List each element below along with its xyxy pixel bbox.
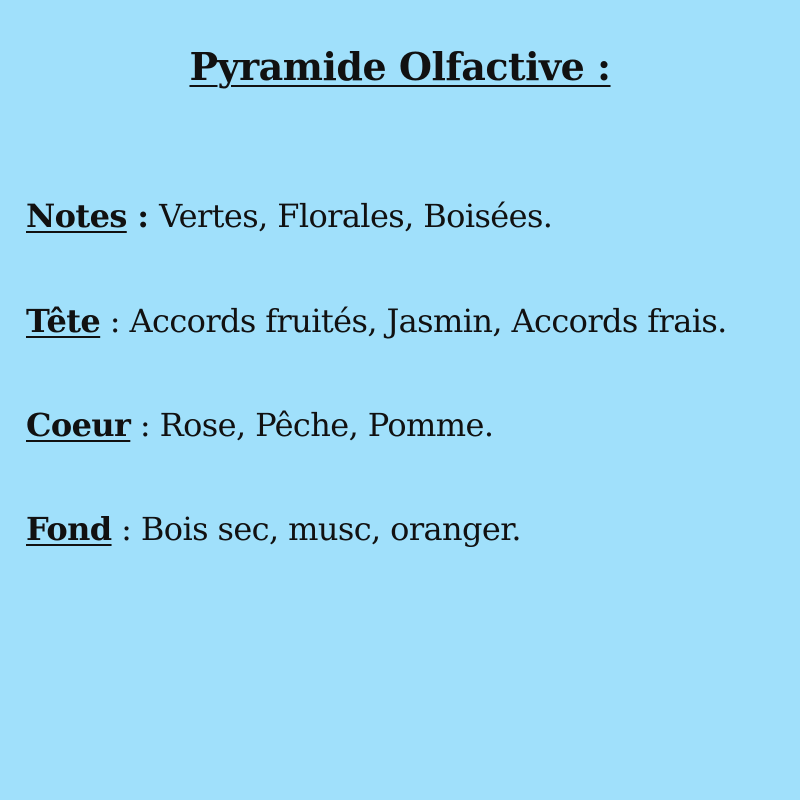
- coeur-separator: :: [130, 406, 160, 444]
- fond-label: Fond: [26, 510, 112, 548]
- notes-label: Notes: [26, 197, 127, 235]
- fond-value: Bois sec, musc, oranger.: [140, 510, 521, 548]
- fond-separator: :: [111, 510, 141, 548]
- coeur-label: Coeur: [26, 406, 131, 444]
- coeur-value: Rose, Pêche, Pomme.: [159, 406, 494, 444]
- coeur-line: [26, 406, 791, 444]
- page-title: Pyramide Olfactive :: [189, 44, 611, 89]
- tete-line: [26, 302, 791, 340]
- notes-line: [26, 197, 791, 235]
- notes-separator: :: [126, 197, 160, 235]
- tete-label: Tête: [26, 302, 101, 340]
- tete-separator: :: [100, 302, 130, 340]
- fond-line: [26, 510, 791, 548]
- notes-value: Vertes, Florales, Boisées.: [159, 197, 553, 235]
- tete-value: Accords fruités, Jasmin, Accords frais.: [129, 302, 727, 340]
